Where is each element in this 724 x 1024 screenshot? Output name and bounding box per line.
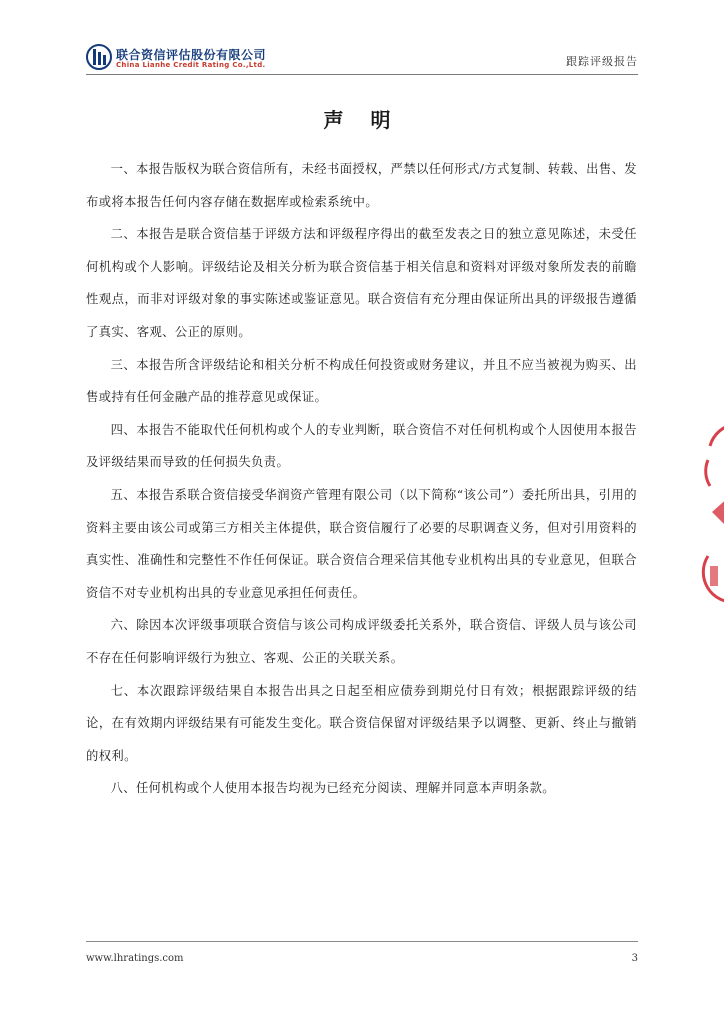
declaration-paragraph-6: 六、除因本次评级事项联合资信与该公司构成评级委托关系外，联合资信、评级人员与该公司不存在任何影响评级行为独立、客观、公正的关联关系。 [86,618,637,665]
page-header [86,40,638,75]
company-name-en: China Lianhe Credit Rating Co.,Ltd. [116,61,266,69]
declaration-body [86,153,637,805]
seal-stamp-icon [696,416,724,616]
page-footer [86,941,638,972]
declaration-paragraph-8: 八、任何机构或个人使用本报告均视为已经充分阅读、理解并同意本声明条款。 [110,781,555,796]
page-title: 声 明 [323,108,401,132]
declaration-paragraph-5: 五、本报告系联合资信接受华润资产管理有限公司（以下简称“该公司”）委托所出具，引用的资料主要由该公司或第三方相关主体提供，联合资信履行了必要的尽职调查义务，但对引用资料的真实性、准确性和完整性不作任何保证。联合资信合理采信其他专业机构出具的专业意见，但联合资信不对专业机构出具的专业意见承担任何责任。 [86,487,637,600]
declaration-paragraph-4: 四、本报告不能取代任何机构或个人的专业判断，联合资信不对任何机构或个人因使用本报告及评级结果而导致的任何损失负责。 [86,422,637,470]
website-url: www.lhratings.com [86,953,184,964]
declaration-paragraph-2: 二、本报告是联合资信基于评级方法和评级程序得出的截至发表之日的独立意见陈述，未受任何机构或个人影响。评级结论及相关分析为联合资信基于相关信息和资料对评级对象所发表的前瞻性观点，而非对评级对象的事实陈述或鉴证意见。联合资信有充分理由保证所出具的评级报告遵循了真实、客观、公正的原则。 [86,227,637,339]
lianhe-logo-icon [86,44,112,70]
page-number: 3 [631,953,638,964]
report-type-label: 跟踪评级报告 [566,55,638,68]
declaration-paragraph-1: 一、本报告版权为联合资信所有，未经书面授权，严禁以任何形式/方式复制、转载、出售、发布或将本报告任何内容存储在数据库或检索系统中。 [86,162,637,209]
declaration-paragraph-7: 七、本次跟踪评级结果自本报告出具之日起至相应债券到期兑付日有效；根据跟踪评级的结论，在有效期内评级结果有可能发生变化。联合资信保留对评级结果予以调整、更新、终止与撤销的权利。 [86,683,637,763]
declaration-paragraph-3: 三、本报告所含评级结论和相关分析不构成任何投资或财务建议，并且不应当被视为购买、出售或持有任何金融产品的推荐意见或保证。 [86,357,637,405]
company-name-cn: 联合资信评估股份有限公司 [116,48,267,62]
